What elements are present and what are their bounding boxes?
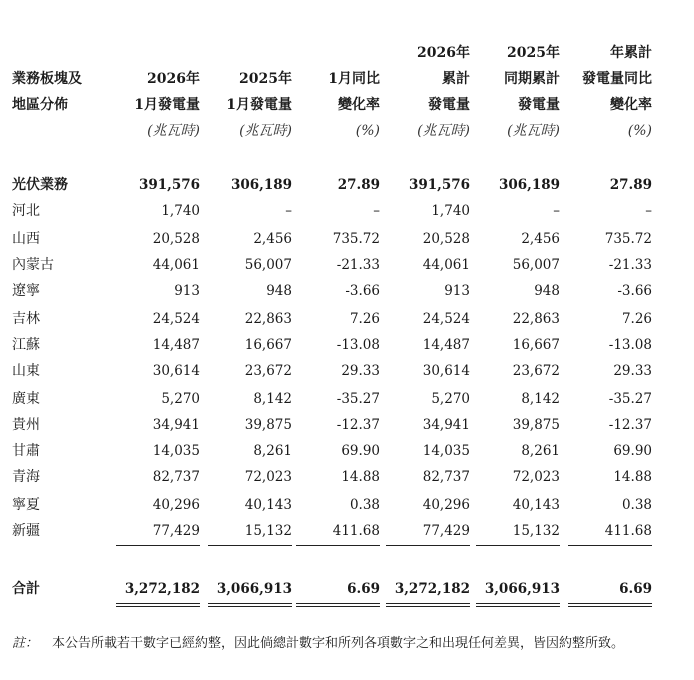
row-value-col-3: 82,737 [422, 469, 470, 485]
header-col-5-line-0: 年累計 [610, 45, 652, 61]
row-value-col-3: 391,576 [408, 177, 470, 193]
header-col-0-line-2: 1月發電量 [134, 97, 200, 113]
row-value-col-5: 0.38 [621, 497, 652, 513]
row-value-col-5: 411.68 [604, 523, 652, 539]
footnote-text: 本公告所載若干數字已經約整，因此倘總計數字和所列各項數字之和出現任何差異，皆因約整所致。 [52, 636, 625, 651]
row-value-col-2: -3.66 [345, 283, 380, 299]
header-col-2-unit: (%) [355, 123, 380, 139]
header-col-1-line-1: 2025年 [239, 71, 292, 87]
row-value-col-1: 8,142 [253, 391, 292, 407]
subtotal-rule [476, 545, 560, 546]
region-row [0, 252, 694, 278]
total-double-rule-bottom [116, 606, 200, 607]
total-row [0, 576, 694, 602]
row-value-col-0: 20,528 [152, 231, 200, 247]
row-label: 貴州 [12, 417, 40, 433]
region-row [0, 438, 694, 464]
row-label: 遼寧 [12, 283, 40, 299]
row-value-col-3: 14,487 [422, 337, 470, 353]
row-value-col-1: 40,143 [244, 497, 292, 513]
subtotal-rule [208, 545, 292, 546]
header-col-5-line-2: 變化率 [610, 97, 652, 113]
row-value-col-1: 15,132 [244, 523, 292, 539]
region-row [0, 306, 694, 332]
total-double-rule-bottom [386, 606, 470, 607]
row-value-col-1: 23,672 [244, 363, 292, 379]
region-row [0, 492, 694, 518]
row-value-col-5: 29.33 [613, 363, 652, 379]
row-value-col-2: 0.38 [349, 497, 380, 513]
row-label: 青海 [12, 469, 40, 485]
total-double-rule-top [208, 603, 292, 604]
segment-row [0, 172, 694, 198]
row-value-col-5: -21.33 [608, 257, 652, 273]
row-value-col-0: 34,941 [152, 417, 200, 433]
row-value-col-3: 913 [444, 283, 470, 299]
row-value-col-3: 40,296 [422, 497, 470, 513]
row-value-col-4: 40,143 [512, 497, 560, 513]
header-col-3-unit: (兆瓦時) [417, 123, 470, 139]
region-row [0, 412, 694, 438]
row-value-col-2: 7.26 [349, 311, 380, 327]
row-value-col-1: 16,667 [244, 337, 292, 353]
row-value-col-4: 22,863 [512, 311, 560, 327]
row-value-col-3: 24,524 [422, 311, 470, 327]
total-double-rule-bottom [296, 606, 380, 607]
row-value-col-1: 948 [266, 283, 292, 299]
row-value-col-0: 5,270 [161, 391, 200, 407]
row-value-col-4: 23,672 [512, 363, 560, 379]
total-double-rule-bottom [568, 606, 652, 607]
row-value-col-1: 306,189 [230, 177, 292, 193]
region-row [0, 386, 694, 412]
row-value-col-5: -13.08 [608, 337, 652, 353]
row-value-col-5: 7.26 [621, 311, 652, 327]
row-label: 河北 [12, 203, 40, 219]
row-value-col-4: – [553, 203, 560, 219]
row-value-col-3: 77,429 [422, 523, 470, 539]
region-row [0, 278, 694, 304]
header-col-4-line-2: 發電量 [518, 97, 560, 113]
row-value-col-2: 29.33 [341, 363, 380, 379]
row-value-col-2: -21.33 [336, 257, 380, 273]
row-value-col-4: 948 [534, 283, 560, 299]
row-value-col-3: 14,035 [422, 443, 470, 459]
total-double-rule-top [116, 603, 200, 604]
row-label: 合計 [12, 581, 40, 597]
row-label: 山東 [12, 363, 40, 379]
row-label: 廣東 [12, 391, 40, 407]
row-value-col-3: 30,614 [422, 363, 470, 379]
total-double-rule-top [296, 603, 380, 604]
row-value-col-3: 20,528 [422, 231, 470, 247]
row-value-col-2: 6.69 [347, 581, 380, 597]
row-value-col-0: 14,035 [152, 443, 200, 459]
row-value-col-5: 27.89 [609, 177, 652, 193]
total-double-rule-bottom [208, 606, 292, 607]
row-value-col-0: 82,737 [152, 469, 200, 485]
region-row [0, 198, 694, 224]
total-double-rule-top [568, 603, 652, 604]
subtotal-rule [386, 545, 470, 546]
header-col-0-unit: (兆瓦時) [147, 123, 200, 139]
row-value-col-4: 8,261 [521, 443, 560, 459]
row-value-col-5: 6.69 [619, 581, 652, 597]
row-value-col-4: 16,667 [512, 337, 560, 353]
row-label: 甘肅 [12, 443, 40, 459]
row-value-col-2: -13.08 [336, 337, 380, 353]
row-value-col-1: 22,863 [244, 311, 292, 327]
row-value-col-1: 8,261 [253, 443, 292, 459]
row-value-col-1: 56,007 [244, 257, 292, 273]
row-value-col-1: 3,066,913 [216, 581, 292, 597]
subtotal-rule [296, 545, 380, 546]
row-value-col-0: 391,576 [138, 177, 200, 193]
header-col-4-line-0: 2025年 [507, 45, 560, 61]
header-col-1-unit: (兆瓦時) [239, 123, 292, 139]
row-value-col-3: 1,740 [431, 203, 470, 219]
row-value-col-3: 5,270 [431, 391, 470, 407]
header-segment-label-line2: 地區分佈 [12, 97, 68, 113]
row-value-col-1: 39,875 [244, 417, 292, 433]
row-value-col-2: 735.72 [332, 231, 380, 247]
row-value-col-5: 69.90 [613, 443, 652, 459]
row-value-col-3: 3,272,182 [394, 581, 470, 597]
region-row [0, 358, 694, 384]
row-value-col-2: -12.37 [336, 417, 380, 433]
row-value-col-4: 72,023 [512, 469, 560, 485]
header-col-0-line-1: 2026年 [147, 71, 200, 87]
row-value-col-1: – [285, 203, 292, 219]
row-value-col-5: – [645, 203, 652, 219]
footnote-prefix: 註： [12, 636, 39, 651]
row-value-col-1: 2,456 [253, 231, 292, 247]
row-value-col-5: -35.27 [608, 391, 652, 407]
header-col-2-line-2: 變化率 [338, 97, 380, 113]
row-value-col-0: 3,272,182 [124, 581, 200, 597]
row-value-col-0: 24,524 [152, 311, 200, 327]
row-value-col-0: 77,429 [152, 523, 200, 539]
header-col-3-line-1: 累計 [442, 71, 470, 87]
row-value-col-1: 72,023 [244, 469, 292, 485]
region-row [0, 464, 694, 490]
row-value-col-4: 39,875 [512, 417, 560, 433]
row-value-col-0: 1,740 [161, 203, 200, 219]
footnote [12, 633, 672, 655]
row-value-col-0: 40,296 [152, 497, 200, 513]
row-value-col-5: 14.88 [613, 469, 652, 485]
row-value-col-2: – [373, 203, 380, 219]
row-label: 寧夏 [12, 497, 40, 513]
header-col-4-unit: (兆瓦時) [507, 123, 560, 139]
row-label: 吉林 [12, 311, 40, 327]
row-label: 江蘇 [12, 337, 40, 353]
row-value-col-4: 15,132 [512, 523, 560, 539]
row-value-col-5: -3.66 [617, 283, 652, 299]
header-col-3-line-0: 2026年 [417, 45, 470, 61]
total-double-rule-top [476, 603, 560, 604]
row-value-col-0: 30,614 [152, 363, 200, 379]
row-value-col-2: 27.89 [337, 177, 380, 193]
total-double-rule-bottom [476, 606, 560, 607]
header-col-4-line-1: 同期累計 [504, 71, 560, 87]
row-value-col-5: 735.72 [604, 231, 652, 247]
row-value-col-0: 913 [174, 283, 200, 299]
row-value-col-3: 44,061 [422, 257, 470, 273]
row-label: 新疆 [12, 523, 40, 539]
row-value-col-5: -12.37 [608, 417, 652, 433]
region-row [0, 518, 694, 544]
row-value-col-2: 69.90 [341, 443, 380, 459]
header-col-3-line-2: 發電量 [428, 97, 470, 113]
region-row [0, 226, 694, 252]
header-col-1-line-2: 1月發電量 [226, 97, 292, 113]
subtotal-rule [568, 545, 652, 546]
row-value-col-4: 2,456 [521, 231, 560, 247]
row-label: 光伏業務 [12, 177, 68, 193]
header-col-5-line-1: 發電量同比 [582, 71, 652, 87]
row-value-col-4: 8,142 [521, 391, 560, 407]
subtotal-rule [116, 545, 200, 546]
row-value-col-2: 411.68 [332, 523, 380, 539]
header-col-2-line-1: 1月同比 [328, 71, 380, 87]
total-double-rule-top [386, 603, 470, 604]
row-value-col-4: 306,189 [498, 177, 560, 193]
row-value-col-4: 56,007 [512, 257, 560, 273]
region-row [0, 332, 694, 358]
row-label: 內蒙古 [12, 257, 54, 273]
header-segment-label-line1: 業務板塊及 [12, 71, 82, 87]
row-value-col-3: 34,941 [422, 417, 470, 433]
row-value-col-2: 14.88 [341, 469, 380, 485]
row-value-col-4: 3,066,913 [484, 581, 560, 597]
row-value-col-0: 14,487 [152, 337, 200, 353]
row-value-col-2: -35.27 [336, 391, 380, 407]
row-label: 山西 [12, 231, 40, 247]
row-value-col-0: 44,061 [152, 257, 200, 273]
header-col-5-unit: (%) [627, 123, 652, 139]
